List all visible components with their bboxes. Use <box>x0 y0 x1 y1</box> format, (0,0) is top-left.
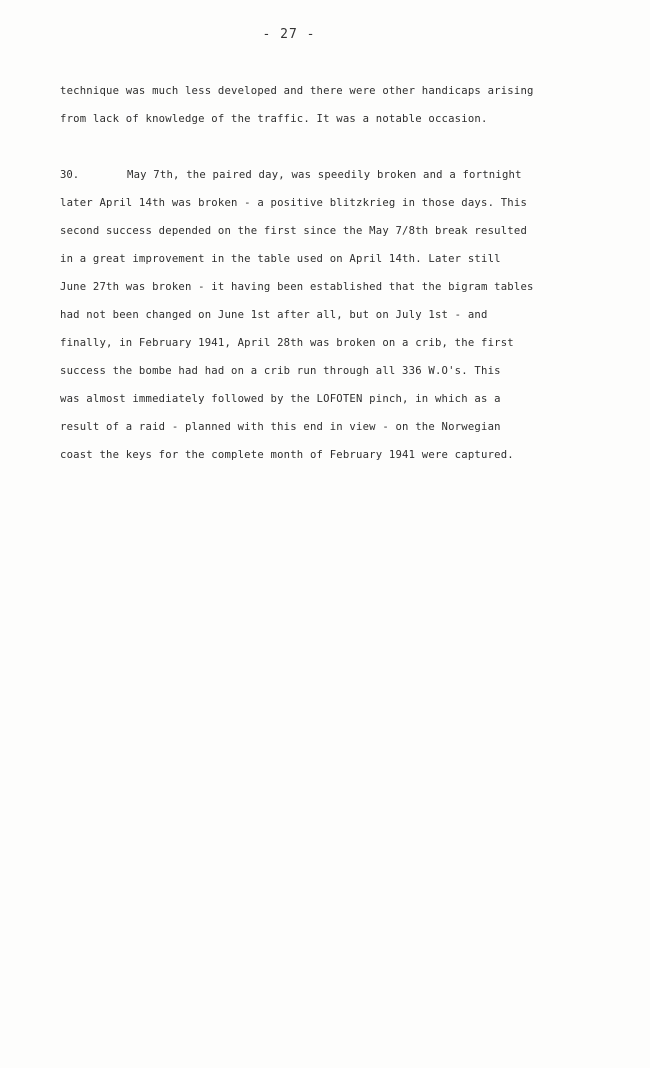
paragraph-line: June 27th was broken - it having been established that the bigram tables <box>60 281 534 293</box>
paragraph-line: had not been changed on June 1st after all, but on July 1st - and <box>60 309 488 321</box>
paragraph-line: later April 14th was broken - a positive blitzkrieg in those days. This <box>60 197 528 209</box>
paragraph-line: finally, in February 1941, April 28th was broken on a crib, the first <box>60 337 514 349</box>
carryover-line-1: technique was much less developed and there were other handicaps arising <box>60 85 534 97</box>
paragraph-line: was almost immediately followed by the LOFOTEN pinch, in which as a <box>60 393 501 405</box>
carryover-line-2: from lack of knowledge of the traffic. It was a notable occasion. <box>60 113 488 125</box>
paragraph-line: second success depended on the first since the May 7/8th break resulted <box>60 225 528 237</box>
paragraph-line: success the bombe had had on a crib run through all 336 W.O's. This <box>60 365 501 377</box>
paragraph-first-line: May 7th, the paired day, was speedily broken and a fortnight <box>127 169 522 181</box>
paragraph-line: coast the keys for the complete month of February 1941 were captured. <box>60 449 514 461</box>
paragraph-line: result of a raid - planned with this end in view - on the Norwegian <box>60 421 501 433</box>
page-number: - 27 - <box>262 27 316 42</box>
paragraph-line: in a great improvement in the table used on April 14th. Later still <box>60 253 501 265</box>
paragraph-number: 30. <box>60 169 80 181</box>
